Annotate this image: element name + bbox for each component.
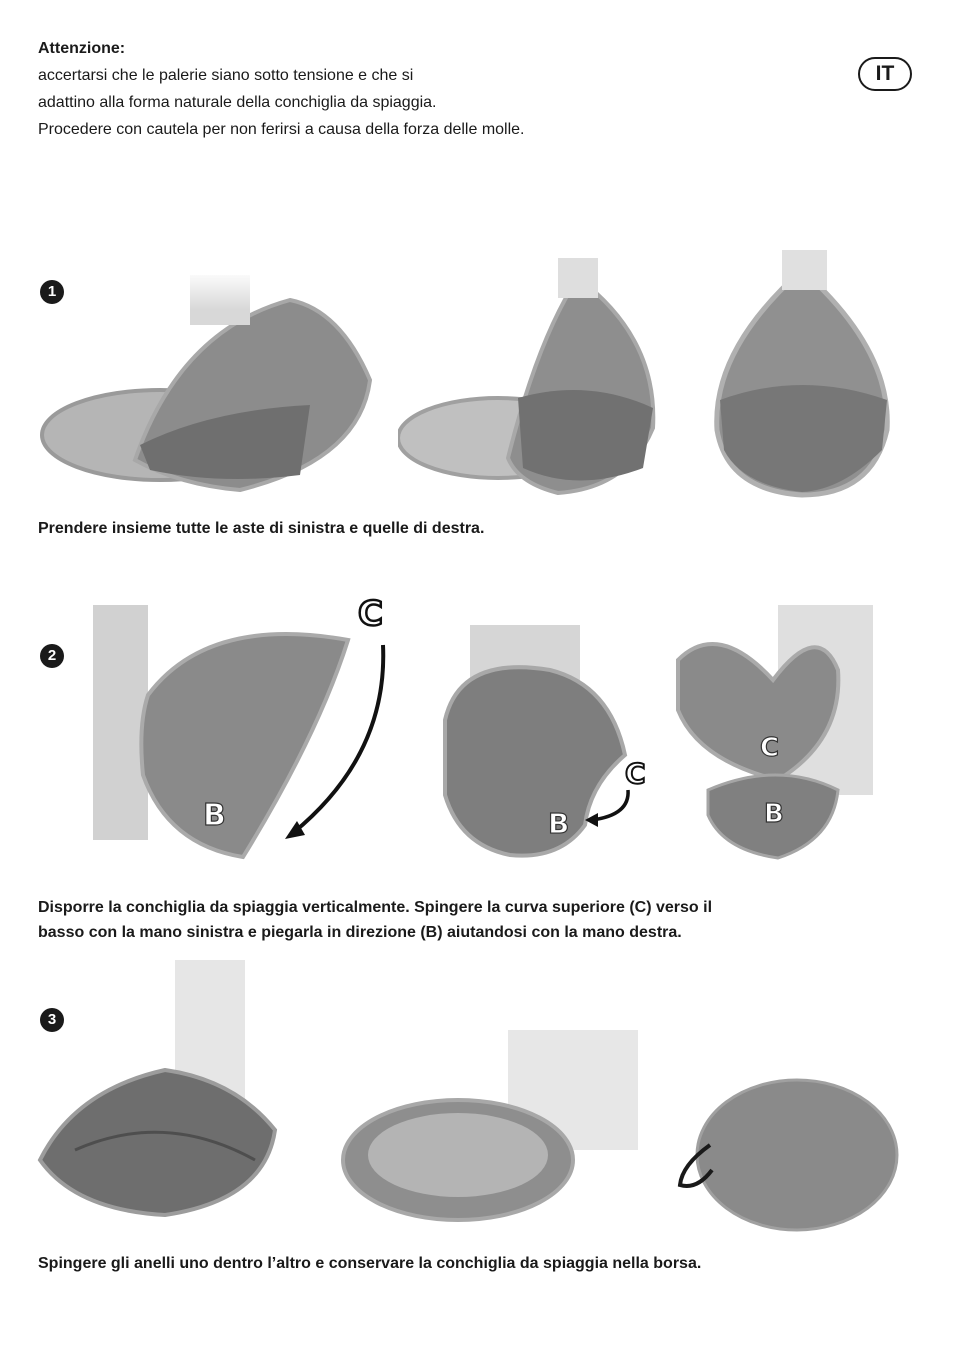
warning-line-2: adattino alla forma naturale della conchiglia da spiaggia. xyxy=(38,94,437,111)
warning-block xyxy=(38,35,525,143)
step-2-image-1 xyxy=(88,595,418,865)
step-1-image-1 xyxy=(40,270,380,500)
label-c-3: C xyxy=(760,733,780,763)
step-1-image-2 xyxy=(398,258,668,498)
step-2-caption xyxy=(38,895,838,945)
step-3-caption: Spingere gli anelli uno dentro l’altro e conservare la conchiglia da spiaggia nella borsa. xyxy=(38,1255,702,1272)
warning-line-3: Procedere con cautela per non ferirsi a causa della forza delle molle. xyxy=(38,121,525,138)
step-3-image-1 xyxy=(35,960,285,1225)
warning-line-1: accertarsi che le palerie siano sotto tensione e che si xyxy=(38,67,414,84)
step-2-caption-line-1: Disporre la conchiglia da spiaggia verticalmente. Spingere la curva superiore (C) verso il xyxy=(38,899,713,916)
step-2-image-3 xyxy=(668,600,883,865)
warning-title: Attenzione: xyxy=(38,40,126,57)
step-1-number: 1 xyxy=(40,280,64,304)
step-3-number: 3 xyxy=(40,1008,64,1032)
step-2-caption-line-2: basso con la mano sinistra e piegarla in direzione (B) aiutandosi con la mano destra. xyxy=(38,924,682,941)
step-1-image-3 xyxy=(712,250,897,500)
step-1-caption: Prendere insieme tutte le aste di sinistra e quelle di destra. xyxy=(38,520,485,537)
label-b-2: B xyxy=(548,807,570,840)
language-badge: IT xyxy=(858,57,912,91)
label-c-2: C xyxy=(625,757,646,790)
step-2-image-2 xyxy=(440,625,660,865)
step-3-image-3 xyxy=(672,1075,902,1235)
label-b-3: B xyxy=(764,799,784,829)
step-2-number: 2 xyxy=(40,644,64,668)
step-3-image-2 xyxy=(338,1030,658,1230)
label-b-1: B xyxy=(203,798,226,833)
label-c-1: C xyxy=(358,595,383,634)
